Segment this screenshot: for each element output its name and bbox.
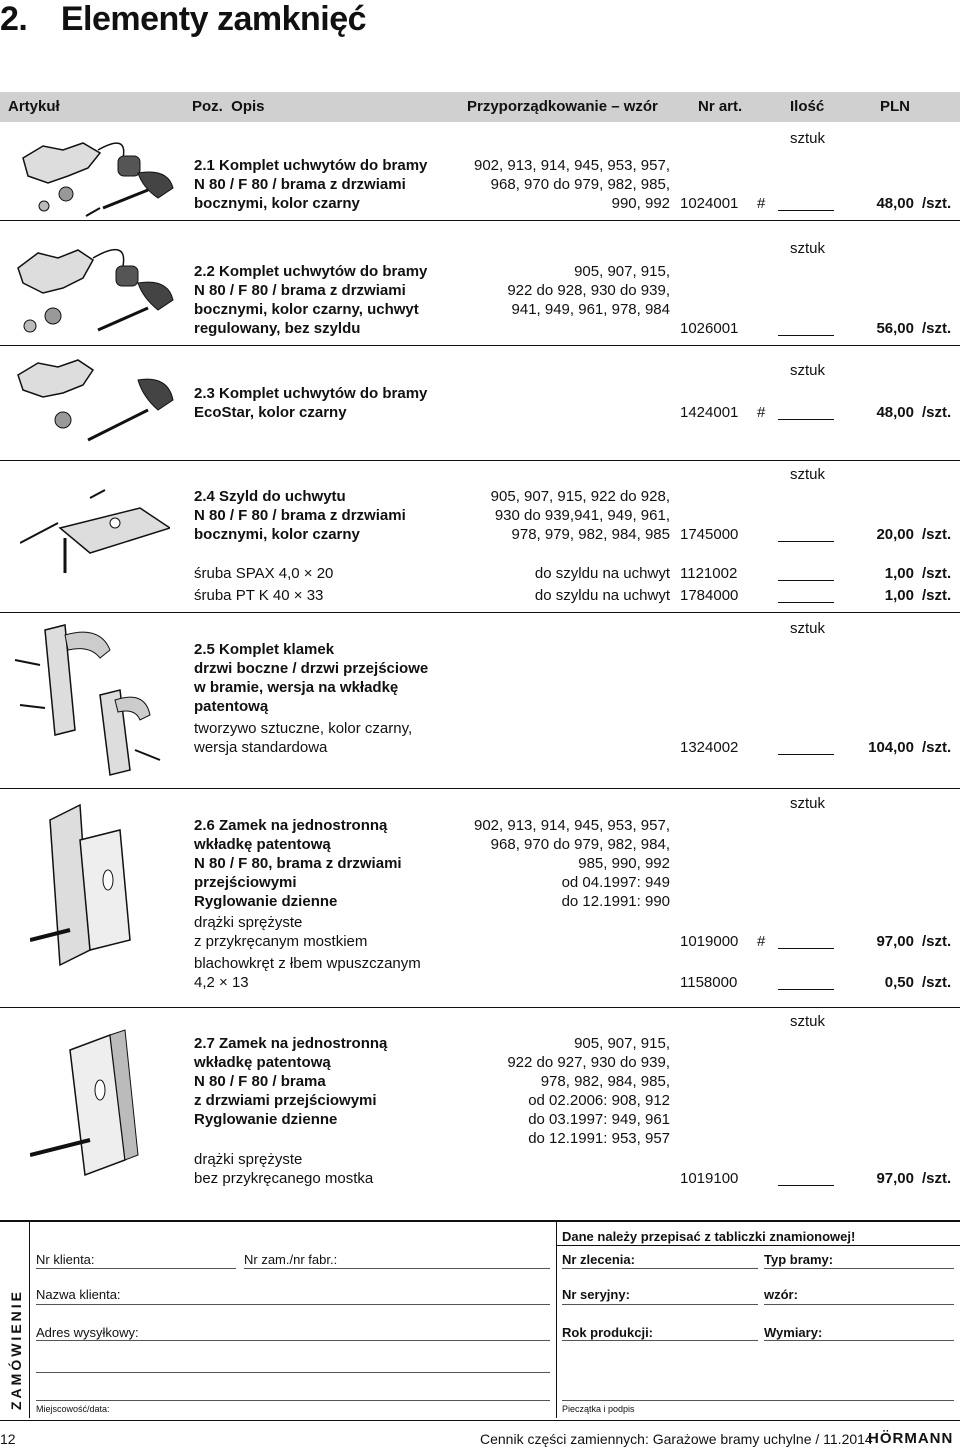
label-nr-klienta: Nr klienta: (36, 1252, 95, 1267)
wzor-field[interactable] (764, 1304, 954, 1305)
item-assign: 978, 979, 982, 984, 985 (511, 526, 670, 543)
label-rok: Rok produkcji: (562, 1325, 654, 1340)
item-assign: 930 do 939,941, 949, 961, (494, 507, 670, 524)
item-price: 1,00 (884, 565, 914, 582)
item-desc: 2.7 Zamek na jednostronną (194, 1035, 388, 1052)
quantity-field[interactable] (778, 335, 834, 336)
item-desc: wersja standardowa (194, 739, 328, 756)
item-desc: w bramie, wersja na wkładkę (194, 679, 399, 696)
item-desc: bocznymi, kolor czarny, uchwyt (194, 301, 419, 318)
nr-klienta-field[interactable] (36, 1268, 236, 1269)
item-price: 104,00 (868, 739, 914, 756)
item-assign: od 02.2006: 908, 912 (528, 1092, 670, 1109)
sztuk-label: sztuk (790, 466, 826, 483)
item-unit: /szt. (922, 974, 952, 991)
item-price: 20,00 (876, 526, 914, 543)
item-nr-art: 1784000 (680, 587, 739, 604)
item-price: 97,00 (876, 1170, 914, 1187)
quantity-field[interactable] (778, 989, 834, 990)
label-wymiary: Wymiary: (764, 1325, 823, 1340)
adres-field[interactable] (36, 1340, 550, 1341)
footer-text: Cennik części zamiennych: Garażowe bramy uchylne / 11.2014 (480, 1431, 873, 1447)
item-unit: /szt. (922, 1170, 952, 1187)
item-price: 56,00 (876, 320, 914, 337)
divider (0, 220, 960, 221)
item-desc: N 80 / F 80 / brama z drzwiami (194, 507, 406, 524)
item-assign: 905, 907, 915, 922 do 928, (490, 488, 670, 505)
item-desc: wkładkę patentową (194, 836, 331, 853)
quantity-field[interactable] (778, 948, 834, 949)
sztuk-label: sztuk (790, 130, 826, 147)
header-przyporzadkowanie: Przyporządkowanie – wzór (467, 98, 658, 115)
item-desc: 2.2 Komplet uchwytów do bramy (194, 263, 428, 280)
item-unit: /szt. (922, 526, 952, 543)
item-desc: bocznymi, kolor czarny (194, 526, 360, 543)
header-artykul: Artykuł (8, 98, 60, 115)
item-nr-art: 1026001 (680, 320, 739, 337)
item-desc: z przykręcanym mostkiem (194, 933, 368, 950)
quantity-field[interactable] (778, 541, 834, 542)
item-desc: śruba SPAX 4,0 × 20 (194, 565, 334, 582)
item-unit: /szt. (922, 933, 952, 950)
quantity-field[interactable] (778, 754, 834, 755)
label-nr-zam: Nr zam./nr fabr.: (244, 1252, 338, 1267)
divider (556, 1245, 960, 1246)
item-assign: do szyldu na uchwyt (534, 565, 670, 582)
item-desc: N 80 / F 80, brama z drzwiami (194, 855, 402, 872)
item-desc: wkładkę patentową (194, 1054, 331, 1071)
item-assign: do 03.1997: 949, 961 (528, 1111, 670, 1128)
item-unit: /szt. (922, 404, 952, 421)
label-typ-bramy: Typ bramy: (764, 1252, 834, 1267)
item-desc: Ryglowanie dzienne (194, 893, 338, 910)
item-nr-art: 1121002 (680, 565, 738, 582)
item-assign: 941, 949, 961, 978, 984 (511, 301, 670, 318)
item-assign: do 12.1991: 990 (561, 893, 670, 910)
item-desc: N 80 / F 80 / brama z drzwiami (194, 176, 406, 193)
item-assign: 968, 970 do 979, 982, 985, (490, 176, 670, 193)
label-nazwa-klienta: Nazwa klienta: (36, 1287, 121, 1302)
label-nr-zlecenia: Nr zlecenia: (562, 1252, 635, 1267)
label-nr-seryjny: Nr seryjny: (562, 1287, 630, 1302)
handle-set-image (8, 238, 178, 338)
nr-zam-field[interactable] (244, 1268, 550, 1269)
escutcheon-image (20, 488, 170, 583)
item-desc: patentową (194, 698, 269, 715)
sztuk-label: sztuk (790, 1013, 826, 1030)
item-assign: 902, 913, 914, 945, 953, 957, (473, 157, 670, 174)
item-assign: 968, 970 do 979, 982, 984, (490, 836, 670, 853)
handle-set-image (8, 355, 178, 450)
item-nr-art: 1024001 (680, 195, 739, 212)
sztuk-label: sztuk (790, 795, 826, 812)
nameplate-note: Dane należy przepisać z tabliczki znamionowej! (562, 1229, 856, 1244)
label-miejscowosc: Miejscowość/data: (36, 1404, 110, 1414)
item-unit: /szt. (922, 739, 952, 756)
item-assign: 985, 990, 992 (578, 855, 670, 872)
item-assign: 902, 913, 914, 945, 953, 957, (473, 817, 670, 834)
item-unit: /szt. (922, 587, 952, 604)
item-assign: 978, 982, 984, 985, (540, 1073, 670, 1090)
item-assign: od 04.1997: 949 (561, 874, 670, 891)
item-nr-art: 1019000 (680, 933, 739, 950)
item-desc: przejściowymi (194, 874, 297, 891)
item-desc: drzwi boczne / drzwi przejściowe (194, 660, 429, 677)
item-hash: # (757, 195, 766, 212)
item-assign: 922 do 927, 930 do 939, (507, 1054, 670, 1071)
divider (0, 1420, 960, 1421)
item-desc: N 80 / F 80 / brama (194, 1073, 326, 1090)
item-nr-art: 1424001 (680, 404, 739, 421)
item-desc: blachowkręt z łbem wpuszczanym (194, 955, 421, 972)
item-desc: drążki sprężyste (194, 1151, 303, 1168)
adres-field-line2[interactable] (36, 1372, 550, 1373)
nazwa-klienta-field[interactable] (36, 1304, 550, 1305)
item-assign: do szyldu na uchwyt (534, 587, 670, 604)
header-nr-art: Nr art. (698, 98, 743, 115)
item-assign: 905, 907, 915, (574, 263, 670, 280)
rok-field[interactable] (562, 1340, 758, 1341)
divider (0, 788, 960, 789)
item-desc: N 80 / F 80 / brama z drzwiami (194, 282, 406, 299)
quantity-field[interactable] (778, 602, 834, 603)
item-desc: 2.4 Szyld do uchwytu (194, 488, 346, 505)
item-desc: śruba PT K 40 × 33 (194, 587, 324, 604)
brand-logo: HÖRMANN (868, 1430, 954, 1447)
typ-bramy-field[interactable] (764, 1268, 954, 1269)
item-price: 48,00 (876, 404, 914, 421)
wymiary-field[interactable] (764, 1340, 954, 1341)
item-desc: 4,2 × 13 (194, 974, 249, 991)
quantity-field[interactable] (778, 1185, 834, 1186)
item-nr-art: 1324002 (680, 739, 739, 756)
item-unit: /szt. (922, 565, 952, 582)
label-adres: Adres wysyłkowy: (36, 1325, 139, 1340)
item-assign: 990, 992 (611, 195, 670, 212)
item-desc: regulowany, bez szyldu (194, 320, 361, 337)
order-vertical-title: ZAMÓWIENIE (8, 1289, 24, 1410)
quantity-field[interactable] (778, 419, 834, 420)
label-wzor: wzór: (764, 1287, 798, 1302)
header-pln: PLN (880, 98, 910, 115)
item-hash: # (757, 933, 766, 950)
pieczatka-field[interactable] (562, 1400, 954, 1401)
item-assign: do 12.1991: 953, 957 (528, 1130, 670, 1147)
item-desc: Ryglowanie dzienne (194, 1111, 338, 1128)
lock-image (30, 1020, 160, 1190)
miejscowosc-field[interactable] (36, 1400, 550, 1401)
header-poz-opis: Poz. Opis (192, 98, 265, 115)
sztuk-label: sztuk (790, 362, 826, 379)
item-assign: 905, 907, 915, (574, 1035, 670, 1052)
item-nr-art: 1745000 (680, 526, 739, 543)
item-unit: /szt. (922, 195, 952, 212)
item-desc: 2.1 Komplet uchwytów do bramy (194, 157, 428, 174)
divider (0, 460, 960, 461)
item-nr-art: 1158000 (680, 974, 738, 991)
item-hash: # (757, 404, 766, 421)
quantity-field[interactable] (778, 210, 834, 211)
divider (0, 1007, 960, 1008)
item-desc: 2.5 Komplet klamek (194, 641, 335, 658)
item-desc: tworzywo sztuczne, kolor czarny, (194, 720, 413, 737)
item-price: 0,50 (884, 974, 914, 991)
sztuk-label: sztuk (790, 240, 826, 257)
item-price: 1,00 (884, 587, 914, 604)
quantity-field[interactable] (778, 580, 834, 581)
header-ilosc: Ilość (790, 98, 825, 115)
page-title: 2. Elementy zamknięć (0, 0, 367, 38)
divider (0, 345, 960, 346)
item-desc: bez przykręcanego mostka (194, 1170, 374, 1187)
item-price: 48,00 (876, 195, 914, 212)
item-desc: z drzwiami przejściowymi (194, 1092, 377, 1109)
item-desc: 2.3 Komplet uchwytów do bramy (194, 385, 428, 402)
door-handle-set-image (10, 620, 180, 780)
nr-seryjny-field[interactable] (562, 1304, 758, 1305)
handle-set-image (8, 128, 178, 223)
item-unit: /szt. (922, 320, 952, 337)
item-desc: 2.6 Zamek na jednostronną (194, 817, 388, 834)
lock-image (30, 800, 160, 970)
item-nr-art: 1019100 (680, 1170, 739, 1187)
item-assign: 922 do 928, 930 do 939, (507, 282, 670, 299)
page-number: 12 (0, 1431, 16, 1447)
label-pieczatka: Pieczątka i podpis (562, 1404, 635, 1414)
sztuk-label: sztuk (790, 620, 826, 637)
item-desc: drążki sprężyste (194, 914, 303, 931)
item-desc: EcoStar, kolor czarny (194, 404, 347, 421)
divider (0, 612, 960, 613)
nr-zlecenia-field[interactable] (562, 1268, 758, 1269)
item-desc: bocznymi, kolor czarny (194, 195, 360, 212)
item-price: 97,00 (876, 933, 914, 950)
